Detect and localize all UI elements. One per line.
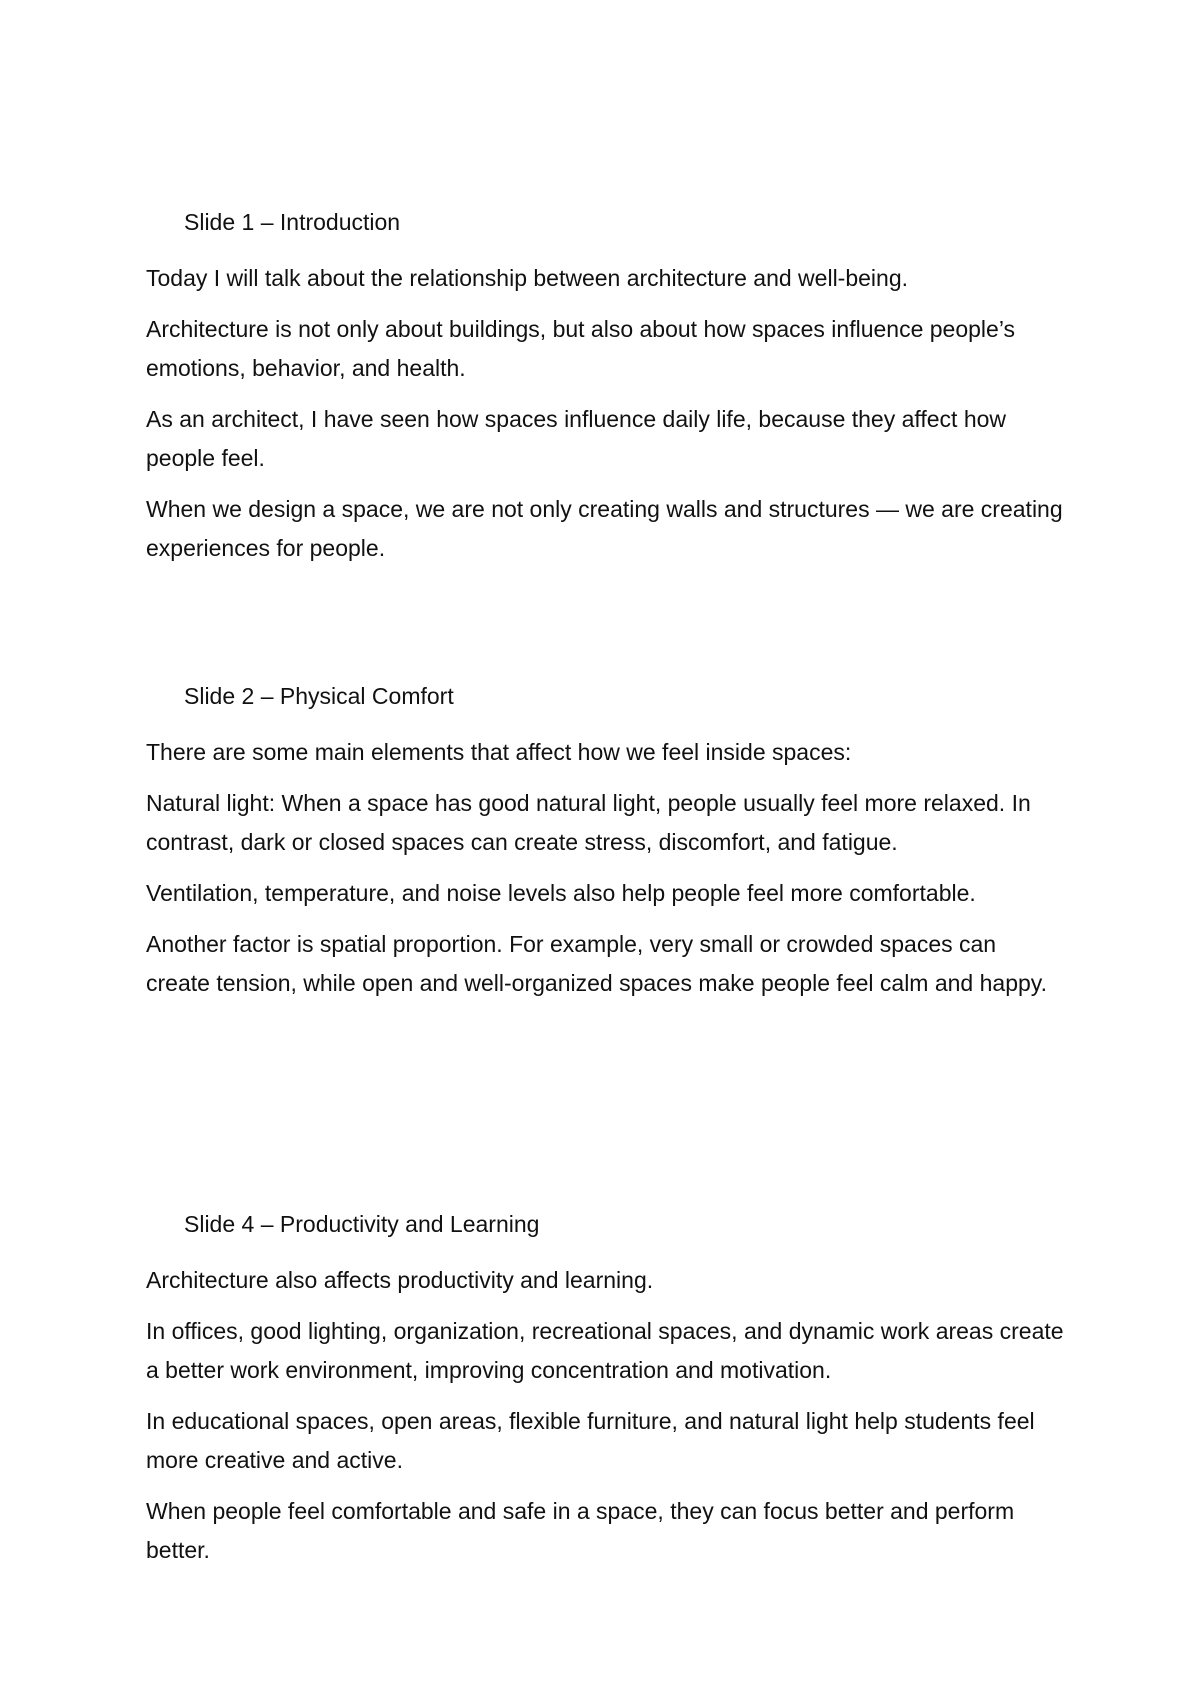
- section-heading: Slide 1 – Introduction: [184, 209, 401, 235]
- section-productivity-learning: [146, 1210, 1066, 1570]
- paragraph: Architecture also affects productivity and learning.: [146, 1267, 654, 1293]
- paragraph: Ventilation, temperature, and noise levels also help people feel more comfortable.: [146, 880, 976, 906]
- paragraph: Natural light: When a space has good natural light, people usually feel more relaxed. In contrast, dark or closed spaces can create stress, discomfort, and fatigue.: [146, 790, 1031, 855]
- section-physical-comfort: [146, 682, 1066, 1003]
- paragraph: When we design a space, we are not only creating walls and structures — we are creating experiences for people.: [146, 496, 1063, 561]
- section-heading: Slide 4 – Productivity and Learning: [184, 1211, 540, 1237]
- paragraph: Another factor is spatial proportion. For example, very small or crowded spaces can create tension, while open and well-organized spaces make people feel calm and happy.: [146, 931, 1047, 996]
- paragraph: Architecture is not only about buildings, but also about how spaces influence people’s emotions, behavior, and health.: [146, 316, 1016, 381]
- paragraph: Today I will talk about the relationship between architecture and well-being.: [146, 265, 908, 291]
- paragraph: There are some main elements that affect how we feel inside spaces:: [146, 739, 852, 765]
- paragraph: In educational spaces, open areas, flexible furniture, and natural light help students feel more creative and active.: [146, 1408, 1035, 1473]
- paragraph: When people feel comfortable and safe in a space, they can focus better and perform better.: [146, 1498, 1015, 1563]
- section-introduction: [146, 208, 1066, 568]
- section-heading: Slide 2 – Physical Comfort: [184, 683, 454, 709]
- paragraph: As an architect, I have seen how spaces influence daily life, because they affect how people feel.: [146, 406, 1007, 471]
- paragraph: In offices, good lighting, organization, recreational spaces, and dynamic work areas create a better work environment, improving concentration and motivation.: [146, 1318, 1064, 1383]
